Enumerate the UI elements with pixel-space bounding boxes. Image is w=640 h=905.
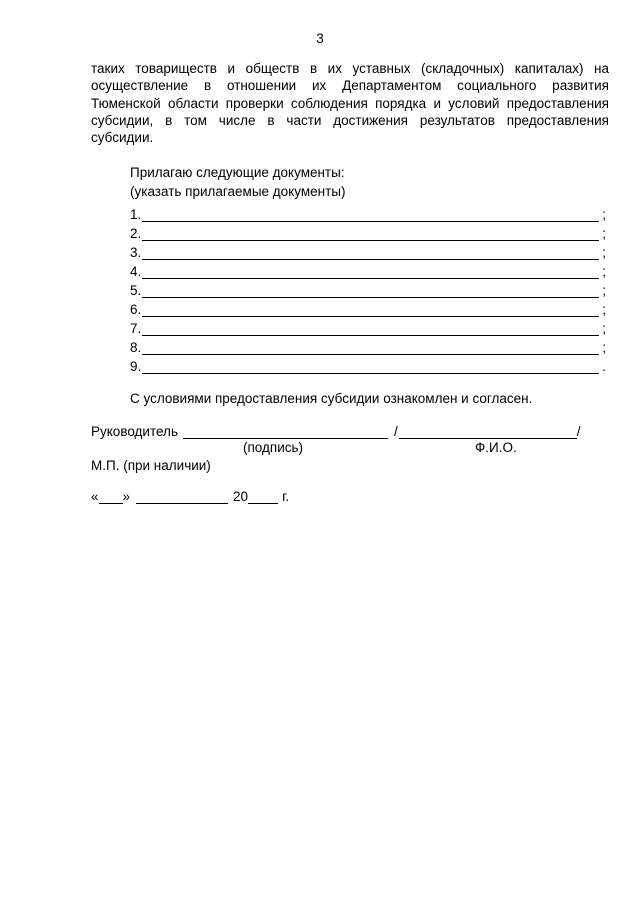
attachment-blank-line[interactable] [142,283,599,298]
attachment-number: 2. [130,226,142,241]
attachment-end-mark: ; [602,207,606,222]
attachment-row [130,203,606,222]
attachments-heading: Прилагаю следующие документы: [130,165,345,180]
attachment-end-mark: ; [602,283,606,298]
attachment-end-mark: ; [602,302,606,317]
attachment-blank-line[interactable] [142,302,599,317]
attachment-number: 7. [130,321,142,336]
attachment-blank-line[interactable] [142,264,599,279]
date-row [91,489,289,504]
attachment-number: 5. [130,283,142,298]
attachment-end-mark: . [602,359,606,374]
signature-blank[interactable] [183,424,388,439]
attachment-row [130,222,606,241]
attachment-end-mark: ; [602,321,606,336]
year-suffix: г. [282,489,290,504]
attachment-row [130,317,606,336]
attachment-blank-line[interactable] [142,321,599,336]
attachment-number: 8. [130,340,142,355]
day-blank[interactable] [99,489,123,504]
attachment-row [130,260,606,279]
signature-row [91,424,591,439]
paragraph-line: осуществление в отношении их Департаментом социального развития [91,78,609,94]
attachment-number: 3. [130,245,142,260]
attachment-number: 6. [130,302,142,317]
attachment-end-mark: ; [602,245,606,260]
attachment-end-mark: ; [602,226,606,241]
date-open-quote: « [91,489,99,504]
agreement-statement: С условиями предоставления субсидии ознакомлен и согласен. [130,391,533,406]
paragraph-line: субсидии, в том числе в части достижения результатов предоставления [91,112,609,128]
year-blank[interactable] [248,489,278,504]
attachment-number: 1. [130,207,142,222]
date-close-quote: » [122,489,131,504]
signature-hint: (подпись) [243,440,304,455]
attachment-row [130,279,606,298]
signature-separator: / [393,424,398,439]
paragraph-line: Тюменской области проверки соблюдения порядка и условий предоставления [91,95,609,111]
attachment-blank-line[interactable] [142,226,599,241]
head-label: Руководитель [91,424,178,439]
year-prefix: 20 [233,489,249,504]
full-name-hint: Ф.И.О. [475,440,517,455]
attachment-number: 4. [130,264,142,279]
attachment-row [130,241,606,260]
attachment-row [130,336,606,355]
full-name-blank[interactable] [399,424,577,439]
attachment-blank-line[interactable] [142,359,599,374]
attachment-blank-line[interactable] [142,207,599,222]
attachment-blank-line[interactable] [142,245,599,260]
attachment-row [130,298,606,317]
signature-end-slash: / [576,424,581,439]
stamp-place-label: М.П. (при наличии) [91,458,211,473]
attachments-list [130,203,606,374]
attachment-number: 9. [130,359,142,374]
attachments-hint: (указать прилагаемые документы) [130,184,346,199]
page-number: 3 [316,31,324,46]
attachment-blank-line[interactable] [142,340,599,355]
consent-paragraph [91,60,609,146]
attachment-row [130,355,606,374]
paragraph-line: субсидии. [91,130,154,146]
attachment-end-mark: ; [602,340,606,355]
paragraph-line: таких товариществ и обществ в их уставных (складочных) капиталах) на [91,61,609,76]
month-blank[interactable] [136,489,228,504]
attachment-end-mark: ; [602,264,606,279]
